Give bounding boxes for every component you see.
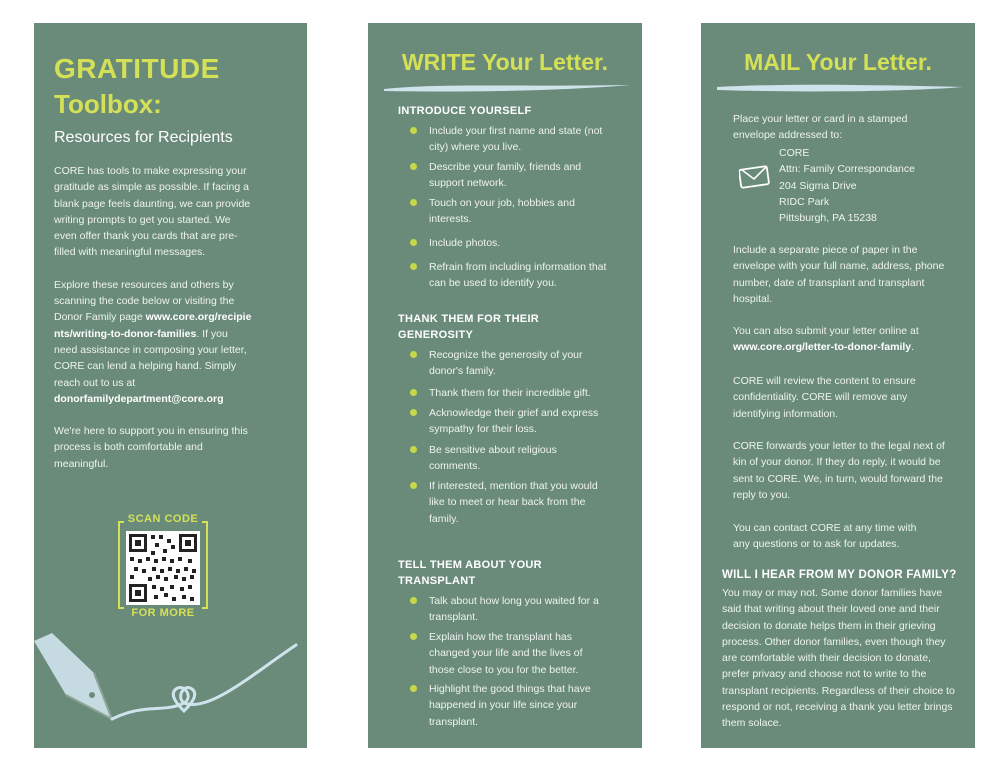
- bullet-icon: [410, 127, 417, 134]
- list-item: Include photos.: [410, 235, 610, 259]
- bullet-icon: [410, 633, 417, 640]
- qr-block: [118, 515, 208, 619]
- heading-write: WRITE Your Letter.: [401, 49, 609, 75]
- qr-label-top: SCAN CODE: [127, 513, 199, 525]
- para-explore-text-a: Explore these resources and others by scanning the code below or visiting the Donor Family page: [54, 278, 235, 324]
- email-link[interactable]: donorfamilydepartment@core.org: [54, 392, 224, 405]
- pen-nib-icon: [34, 633, 307, 748]
- list-item: Describe your family, friends and support network.: [410, 159, 610, 195]
- envelope-icon: [739, 165, 771, 189]
- bullet-icon: [410, 163, 417, 170]
- para-submit-online: [733, 323, 953, 356]
- section-title-introduce: INTRODUCE YOURSELF: [398, 105, 532, 117]
- address-line: Attn: Family Correspondance: [779, 163, 915, 176]
- para-support: We're here to support you in ensuring this process is both comfortable and meaningful.: [54, 425, 248, 470]
- panel-gratitude-toolbox: [34, 23, 307, 748]
- panel1-body: [54, 163, 254, 488]
- faq-body: You may or may not. Some donor families have said that writing about their loved one and their decision to donate helps them in their grieving process. Other donor families, even though they are comfortable with their decision to donate, prefer privacy and choose not to write to the transplant recipients. Regardless of their choice to respond or not, receiving a thank you letter brings them solace.: [722, 587, 955, 730]
- subtitle-resources: Resources for Recipients: [54, 129, 233, 146]
- list-item: Talk about how long you waited for a transplant.: [410, 593, 610, 629]
- list-item: Thank them for their incredible gift.: [410, 385, 610, 405]
- list-transplant: [410, 593, 610, 730]
- submit-online-period: .: [911, 341, 915, 354]
- bullet-icon: [410, 351, 417, 358]
- list-item: If interested, mention that you would like to meet or hear back from the family.: [410, 478, 610, 527]
- para-contact: You can contact CORE at any time with any questions or to ask for updates.: [733, 522, 917, 551]
- para-separate-paper: Include a separate piece of paper in the envelope with your full name, address, phone number, date of transplant and transplant hospital.: [733, 244, 945, 305]
- list-thank: [410, 347, 610, 527]
- heading-underline: [715, 81, 965, 95]
- faq-title: WILL I HEAR FROM MY DONOR FAMILY?: [722, 569, 957, 581]
- bullet-icon: [410, 389, 417, 396]
- section-title-thank: THANK THEM FOR THEIR GENEROSITY: [398, 313, 540, 341]
- list-introduce: [410, 123, 610, 292]
- submit-online-text: You can also submit your letter online at: [733, 325, 919, 337]
- donor-family-link[interactable]: www.core.org/recipients/writing-to-donor-families: [54, 311, 252, 340]
- qr-code-icon[interactable]: [126, 531, 200, 605]
- address-line: CORE: [779, 147, 810, 159]
- list-item: Acknowledge their grief and express sympathy for their loss.: [410, 405, 610, 442]
- address-line: RIDC Park: [779, 195, 830, 208]
- para-explore: [54, 277, 254, 407]
- bullet-icon: [410, 685, 417, 692]
- list-item: Recognize the generosity of your donor's family.: [410, 347, 610, 385]
- mail-intro: Place your letter or card in a stamped envelope addressed to:: [733, 113, 908, 142]
- heading-underline: [382, 81, 632, 95]
- bullet-icon: [410, 239, 417, 246]
- address-line: Pittsburgh, PA 15238: [779, 212, 877, 225]
- title-gratitude: GRATITUDE: [54, 53, 220, 84]
- list-item: Refrain from including information that can be used to identify you.: [410, 259, 610, 292]
- para-review: CORE will review the content to ensure confidentiality. CORE will remove any identifying information.: [733, 375, 916, 420]
- list-item: Be sensitive about religious comments.: [410, 442, 610, 478]
- bullet-icon: [410, 199, 417, 206]
- para-tools: CORE has tools to make expressing your gratitude as simple as possible. If facing a blank page feels daunting, we can provide writing prompts to get you started. We even offer thank you cards that are pre-filled with meaningful messages.: [54, 165, 251, 259]
- qr-bracket-right: [202, 521, 208, 609]
- bullet-icon: [410, 597, 417, 604]
- address-line: 204 Sigma Drive: [779, 179, 857, 192]
- bullet-icon: [410, 482, 417, 489]
- heading-mail: MAIL Your Letter.: [744, 49, 932, 75]
- bullet-icon: [410, 446, 417, 453]
- qr-label-bottom: FOR MORE: [131, 607, 195, 619]
- title-toolbox: Toolbox:: [54, 89, 162, 119]
- panel-write-letter: [368, 23, 642, 748]
- section-title-transplant: TELL THEM ABOUT YOUR TRANSPLANT: [398, 559, 542, 587]
- list-item: Include your first name and state (not city) where you live.: [410, 123, 610, 159]
- heart-icon: [112, 645, 296, 719]
- list-item: Touch on your job, hobbies and interests.: [410, 195, 610, 235]
- panel-mail-letter: [701, 23, 975, 748]
- list-item: Highlight the good things that have happened in your life since your transplant.: [410, 681, 610, 730]
- list-item: Explain how the transplant has changed your life and the lives of those close to you for the better.: [410, 629, 610, 681]
- letter-online-link[interactable]: www.core.org/letter-to-donor-family: [733, 341, 912, 354]
- qr-bracket-left: [118, 521, 124, 609]
- bullet-icon: [410, 409, 417, 416]
- bullet-icon: [410, 263, 417, 270]
- para-explore-text-b: . If you need assistance in composing your letter, CORE can lend a helping hand. Simply reach out to us at: [54, 327, 247, 389]
- mailing-address: [779, 145, 915, 226]
- para-forward: CORE forwards your letter to the legal next of kin of your donor. If they do reply, it would be sent to CORE. We, in turn, would forward the reply to you.: [733, 440, 945, 501]
